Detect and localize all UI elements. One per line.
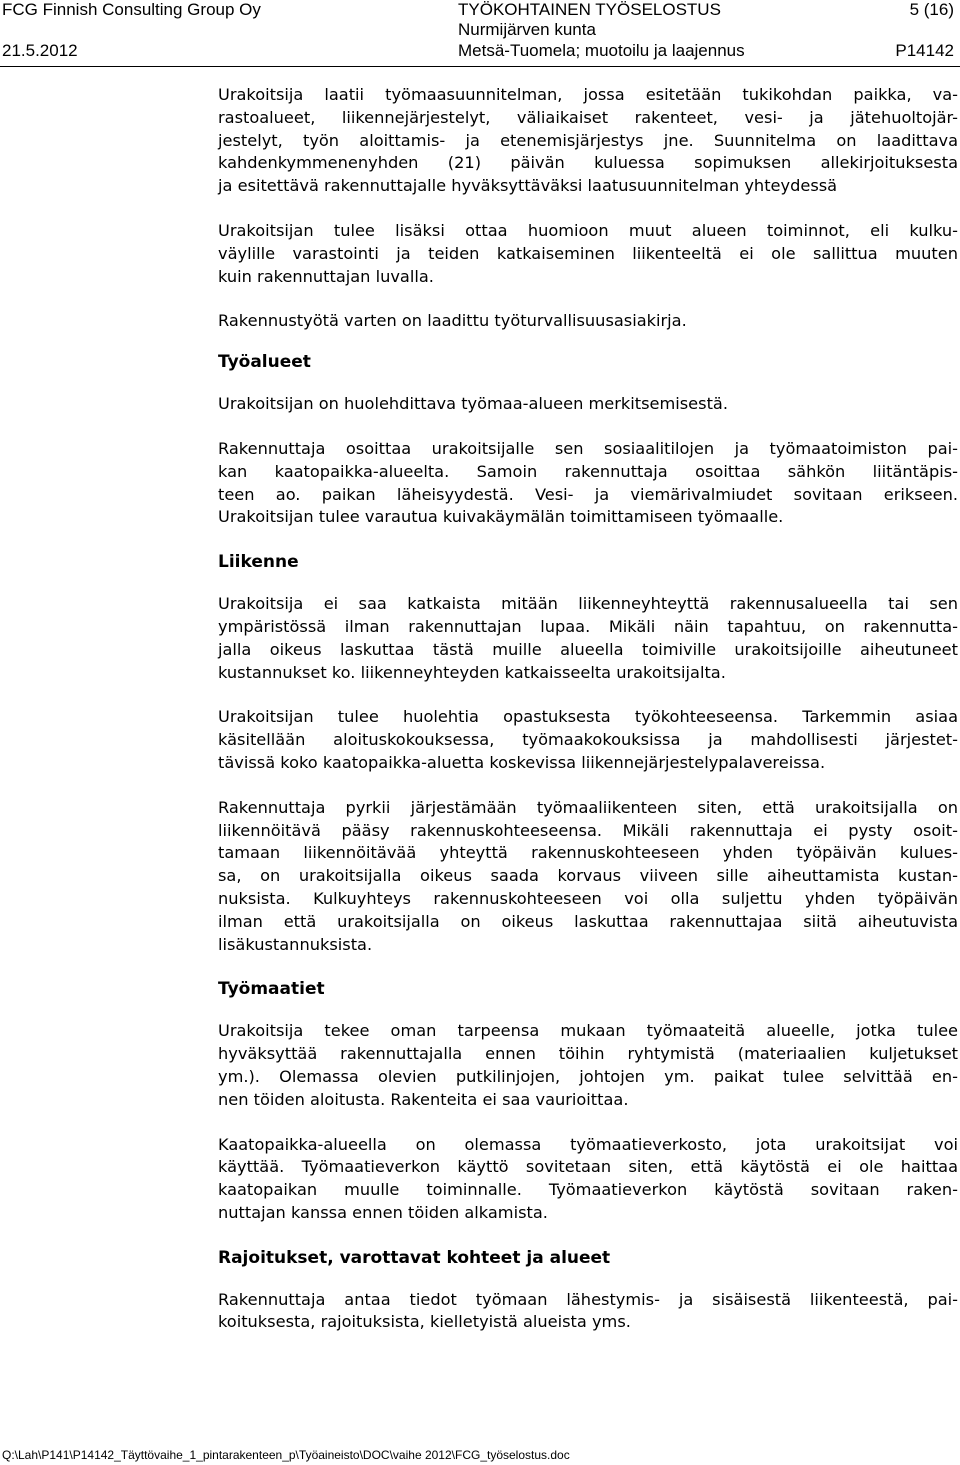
text-line: nuttajan kanssa ennen töiden alkamista. bbox=[218, 1202, 548, 1222]
text-line: ilman että urakoitsijalla on oikeus laskuttaa rakennuttajaa siitä aiheutuvista bbox=[218, 911, 958, 931]
paragraph bbox=[218, 797, 958, 957]
text-line: lisäkustannuksista. bbox=[218, 934, 373, 954]
file-path-footer: Q:\Lah\P141\P14142_Täyttövaihe_1_pintarakenteen_p\Työaineisto\DOC\vaihe 2012\FCG_työselostus.doc bbox=[2, 1448, 570, 1462]
text-line: jalla oikeus laskuttaa tästä muille alueella toimiville urakoitsijoille aiheutuneet bbox=[218, 639, 958, 659]
paragraph bbox=[218, 1020, 958, 1111]
project-number: P14142 bbox=[895, 41, 954, 60]
text-line: Urakoitsija ei saa katkaista mitään liikenneyhteyttä rakennusalueella tai sen bbox=[218, 594, 958, 614]
text-line: Urakoitsijan tulee varautua kuivakäymälän toimittamiseen työmaalle. bbox=[218, 507, 784, 527]
text-line: kustannukset ko. liikenneyhteyden katkaisseelta urakoitsijalta. bbox=[218, 662, 726, 682]
text-line: Urakoitsijan tulee lisäksi ottaa huomioon muut alueen toiminnot, eli kulku- bbox=[218, 220, 958, 240]
text-line: nuksista. Kulkuyhteys rakennuskohteeseen voi olla suljettu yhden työpäivän bbox=[218, 888, 958, 908]
paragraph bbox=[218, 1134, 958, 1225]
text-line: Urakoitsija tekee oman tarpeensa mukaan työmaateitä alueelle, jotka tulee bbox=[218, 1021, 958, 1041]
text-line: kan kaatopaikka-alueelta. Samoin rakennuttaja osoittaa sähkön liitäntäpis- bbox=[218, 461, 958, 481]
text-line: käsitellään aloituskokouksessa, työmaakokouksissa ja mahdollisesti järjestet- bbox=[218, 730, 958, 750]
document-body bbox=[218, 84, 958, 1334]
text-line: tamaan liikennöitävää yhteyttä rakennuskohteeseen yhden työpäivän kulues- bbox=[218, 843, 958, 863]
text-line: Urakoitsijan on huolehdittava työmaa-alueen merkitsemisestä. bbox=[218, 394, 728, 414]
text-line: nen töiden aloitusta. Rakenteita ei saa vaurioittaa. bbox=[218, 1089, 629, 1109]
paragraph bbox=[218, 393, 958, 416]
text-line: Kaatopaikka-alueella on olemassa työmaatieverkosto, jota urakoitsijat voi bbox=[218, 1134, 958, 1154]
document-date: 21.5.2012 bbox=[2, 41, 78, 60]
paragraph bbox=[218, 438, 958, 529]
text-line: Rakennustyötä varten on laadittu työturvallisuusasiakirja. bbox=[218, 311, 687, 331]
paragraph bbox=[218, 84, 958, 198]
section-heading-liikenne: Liikenne bbox=[218, 552, 299, 573]
text-line: Rakennuttaja osoittaa urakoitsijalle sen sosiaalitilojen ja työmaatoimiston pai- bbox=[218, 438, 958, 458]
text-line: kaatopaikan muulle toiminnalle. Työmaatieverkon käytöstä sovitaan raken- bbox=[218, 1180, 958, 1200]
header-divider bbox=[0, 66, 960, 67]
text-line: Rakennuttaja pyrkii järjestämään työmaaliikenteen siten, että urakoitsijalla on bbox=[218, 797, 958, 817]
page-number: 5 (16) bbox=[909, 0, 954, 19]
text-line: liikennöitävä pääsy rakennuskohteeseensa. Mikäli rakennuttaja ei pysty osoit- bbox=[218, 820, 958, 840]
text-line: kuin rakennuttajan luvalla. bbox=[218, 266, 434, 286]
text-line: Urakoitsija laatii työmaasuunnitelman, jossa esitetään tukikohdan paikka, va- bbox=[218, 85, 958, 104]
paragraph bbox=[218, 706, 958, 774]
project-name: Metsä-Tuomela; muotoilu ja laajennus bbox=[458, 41, 745, 60]
text-line: käyttää. Työmaatieverkon käyttö sovitetaan siten, että käytöstä ei ole haittaa bbox=[218, 1157, 958, 1177]
section-heading-tyoalueet: Työalueet bbox=[218, 352, 311, 373]
text-line: hyväksyttää rakennuttajalla ennen töihin ryhtymistä (materiaalien kuljetukset bbox=[218, 1044, 958, 1064]
text-line: rastoalueet, liikennejärjestelyt, väliaikaiset rakenteet, vesi- ja jätehuoltojär- bbox=[218, 107, 958, 127]
text-line: ja esitettävä rakennuttajalle hyväksyttäväksi laatusuunnitelman yhteydessä bbox=[218, 176, 838, 196]
section-heading-tyomaatiet: Työmaatiet bbox=[218, 979, 325, 1000]
paragraph bbox=[218, 310, 958, 333]
text-line: kahdenkymmenenyhden (21) päivän kuluessa sopimuksen allekirjoituksesta bbox=[218, 153, 958, 173]
text-line: teen ao. paikan läheisyydestä. Vesi- ja viemärivalmiudet sovitaan erikseen. bbox=[218, 484, 958, 504]
text-line: ym.). Olemassa olevien putkilinjojen, johtojen ym. paikat tulee selvittää en- bbox=[218, 1066, 958, 1086]
section-heading-rajoitukset: Rajoitukset, varottavat kohteet ja alueet bbox=[218, 1247, 611, 1268]
text-line: väylille varastointi ja teiden katkaiseminen liikenteeltä ei ole sallittua muuten bbox=[218, 243, 958, 263]
text-line: sa, on urakoitsijalla oikeus saada korvaus viiveen sille aiheuttamista kustan- bbox=[218, 866, 958, 886]
paragraph bbox=[218, 593, 958, 684]
company-name: FCG Finnish Consulting Group Oy bbox=[2, 0, 261, 19]
document-title: TYÖKOHTAINEN TYÖSELOSTUS bbox=[458, 0, 721, 19]
paragraph bbox=[218, 220, 958, 288]
text-line: tävissä koko kaatopaikka-aluetta koskevissa liikennejärjestelypalavereissa. bbox=[218, 752, 826, 772]
text-line: ympäristössä ilman rakennuttajan lupaa. Mikäli näin tapahtuu, on rakennutta- bbox=[218, 616, 958, 636]
paragraph bbox=[218, 1289, 958, 1335]
text-line: koituksesta, rajoituksista, kielletyistä alueista yms. bbox=[218, 1312, 631, 1332]
text-line: Urakoitsijan tulee huolehtia opastuksesta työkohteeseensa. Tarkemmin asiaa bbox=[218, 707, 958, 727]
text-line: Rakennuttaja antaa tiedot työmaan lähestymis- ja sisäisestä liikenteestä, pai- bbox=[218, 1289, 958, 1309]
text-line: jestelyt, työn aloittamis- ja etenemisjärjestys jne. Suunnitelma on laadittava bbox=[218, 130, 958, 150]
municipality: Nurmijärven kunta bbox=[458, 20, 596, 39]
